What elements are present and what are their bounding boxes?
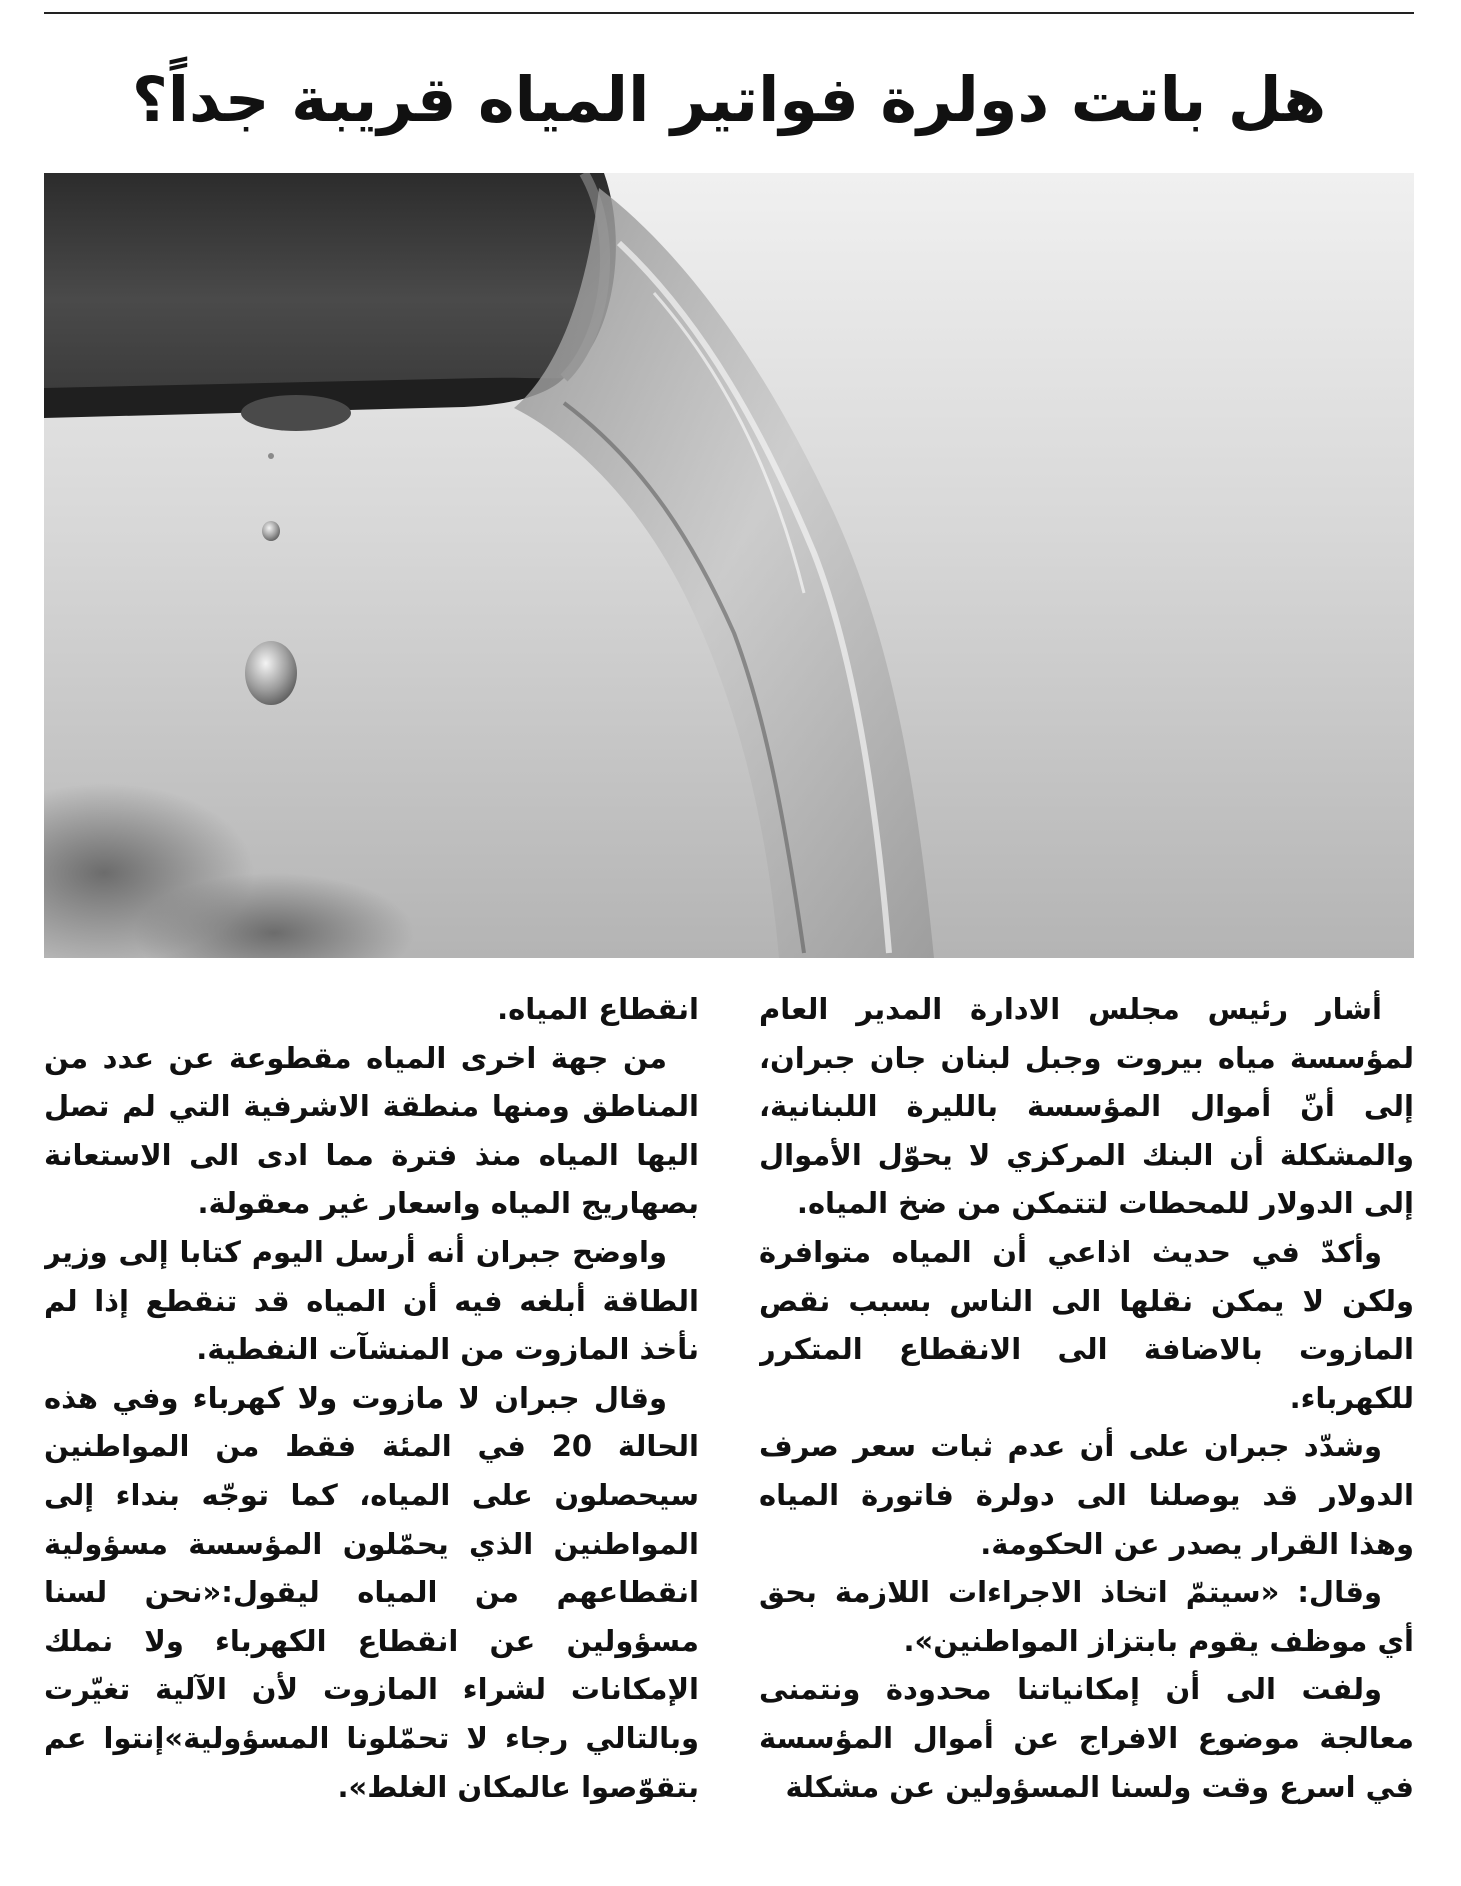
article-column-right: [759, 985, 1414, 1865]
paragraph: ولفت الى أن إمكانياتنا محدودة ونتمنى معالجة موضوع الافراج عن أموال المؤسسة في اسرع وقت ولسنا المسؤولين عن مشكلة: [759, 1672, 1414, 1804]
water-droplet: [245, 641, 297, 705]
top-divider-line: [44, 12, 1414, 14]
paragraph: وأكدّ في حديث اذاعي أن المياه متوافرة ولكن لا يمكن نقلها الى الناس بسبب نقص المازوت بالاضافة الى الانقطاع المتكرر للكهرباء.: [759, 1234, 1414, 1415]
paragraph: وشدّد جبران على أن عدم ثبات سعر صرف الدولار قد يوصلنا الى دولرة فاتورة المياه وهذا القرار يصدر عن الحكومة.: [759, 1429, 1414, 1561]
paragraph: وقال جبران لا مازوت ولا كهرباء وفي هذه الحالة 20 في المئة فقط من المواطنين سيحصلون على المياه، كما توجّه بنداء إلى المواطنين الذي يحمّلون المؤسسة مسؤولية انقطاعهم من المياه ليقول:«نحن لسنا مسؤولين عن انقطاع الكهرباء ولا نملك الإمكانات لشراء المازوت لأن الآلية تغيّرت وبالتالي رجاء لا تحمّلونا المسؤولية»إنتوا عم بتقوّصوا عالمكان الغلط».: [44, 1380, 699, 1804]
article-photo: [44, 173, 1414, 958]
water-droplet: [262, 521, 280, 541]
article-headline: هل باتت دولرة فواتير المياه قريبة جداً؟: [131, 63, 1327, 136]
pipe-drip: [241, 395, 351, 431]
paragraph: أشار رئيس مجلس الادارة المدير العام لمؤسسة مياه بيروت وجبل لبنان جان جبران، إلى أنّ أموال المؤسسة بالليرة اللبنانية، والمشكلة أن البنك المركزي لا يحوّل الأموال إلى الدولار للمحطات لتتمكن من ضخ المياه.: [759, 992, 1414, 1221]
paragraph: من جهة اخرى المياه مقطوعة عن عدد من المناطق ومنها منطقة الاشرفية التي لم تصل اليها المياه منذ فترة مما ادى الى الاستعانة بصهاريج المياه واسعار غير معقولة.: [44, 1040, 699, 1221]
water-droplet: [268, 453, 274, 459]
paragraph: وقال: «سيتمّ اتخاذ الاجراءات اللازمة بحق أي موظف يقوم بابتزاز المواطنين».: [759, 1575, 1414, 1658]
paragraph: واوضح جبران أنه أرسل اليوم كتابا إلى وزير الطاقة أبلغه فيه أن المياه قد تنقطع إذا لم نأخذ المازوت من المنشآت النفطية.: [44, 1234, 699, 1367]
pipe: [44, 173, 616, 403]
article-column-left: [44, 985, 699, 1865]
water-pipe-photo-illustration: [44, 173, 1414, 958]
paragraph: انقطاع المياه.: [497, 992, 699, 1026]
